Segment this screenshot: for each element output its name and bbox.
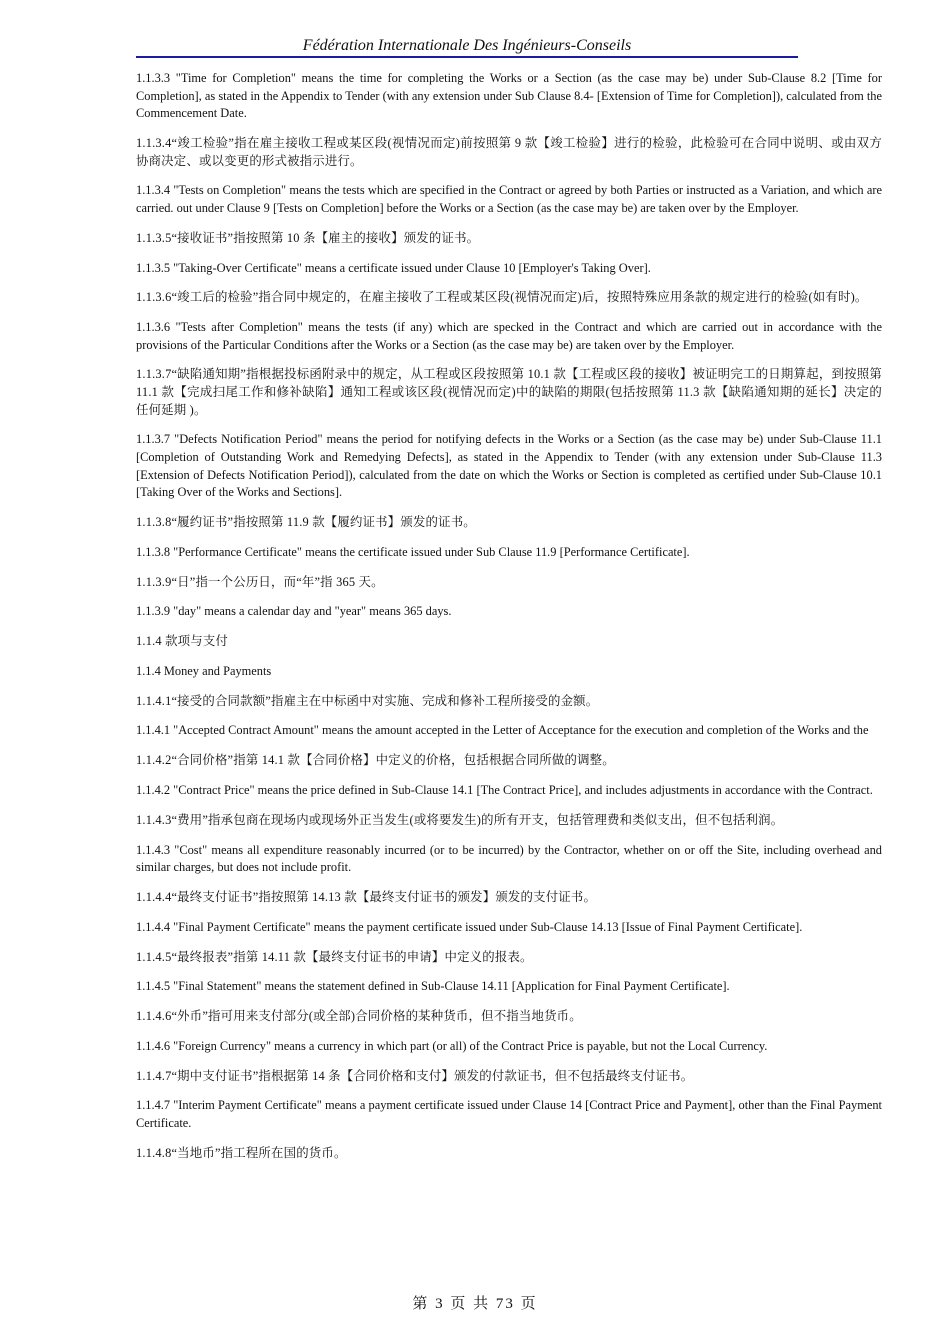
clause-paragraph: 1.1.4.2“合同价格”指第 14.1 款【合同价格】中定义的价格，包括根据合同所做的调整。 bbox=[136, 753, 615, 768]
page-header bbox=[136, 36, 798, 58]
header-title: Fédération Internationale Des Ingénieurs-Conseils bbox=[302, 37, 632, 54]
clause-paragraph: 1.1.4.6 "Foreign Currency" means a currency in which part (or all) of the Contract Price is payable, but not the Local Currency. bbox=[136, 1038, 768, 1053]
clause-paragraph: 1.1.4.7 "Interim Payment Certificate" means a payment certificate issued under Clause 14 [Contract Price and Payment], other than the Final Payment Certificate. bbox=[136, 1098, 882, 1130]
clause-paragraph: 1.1.4.5“最终报表”指第 14.11 款【最终支付证书的申请】中定义的报表。 bbox=[136, 949, 533, 964]
clause-paragraph: 1.1.4.8“当地币”指工程所在国的货币。 bbox=[136, 1145, 347, 1160]
clause-paragraph: 1.1.3.3 "Time for Completion" means the time for completing the Works or a Section (as the case may be) under Sub-Clause 8.2 [Time for Completion], as stated in the Appendix to Tender (with any extension under Sub Clause 8.4- [Extension of Time for Completion]), calculated from the Commencement Date. bbox=[136, 71, 882, 121]
clause-paragraph: 1.1.3.9“日”指一个公历日，而“年”指 365 天。 bbox=[136, 574, 384, 589]
clause-paragraph: 1.1.3.7 "Defects Notification Period" means the period for notifying defects in the Works or a Section (as the case may be) under Sub-Clause 11.1 [Completion of Outstanding Work and Remedying Defects], as stated in the Appendix to Tender (with any extension under Sub-Clause 11.3 [Extension of Defects Notification Period]), calculated from the date on which the Works or Section is completed as certified under Sub-Clause 10.1 [Taking Over of the Works and Sections]. bbox=[136, 432, 882, 500]
clause-paragraph: 1.1.4 Money and Payments bbox=[136, 663, 272, 678]
clause-paragraph: 1.1.3.5 "Taking-Over Certificate" means a certificate issued under Clause 10 [Employer's Taking Over]. bbox=[136, 260, 651, 275]
clause-paragraph: 1.1.3.5“接收证书”指按照第 10 条【雇主的接收】颁发的证书。 bbox=[136, 230, 480, 245]
page-number: 第 3 页 共 73 页 bbox=[412, 1296, 538, 1312]
clause-paragraph: 1.1.3.6“竣工后的检验”指合同中规定的，在雇主接收了工程或某区段(视情况而定)后，按照特殊应用条款的规定进行的检验(如有时)。 bbox=[136, 290, 868, 305]
clause-paragraph: 1.1.3.4“竣工检验”指在雇主接收工程或某区段(视情况而定)前按照第 9 款【竣工检验】进行的检验，此检验可在合同中说明、或由双方协商决定、或以变更的形式被指示进行。 bbox=[136, 135, 882, 168]
clause-paragraph: 1.1.4.4 "Final Payment Certificate" means the payment certificate issued under Sub-Clause 14.13 [Issue of Final Payment Certificate]. bbox=[136, 919, 803, 934]
clause-paragraph: 1.1.3.6 "Tests after Completion" means the tests (if any) which are specked in the Contract and which are carried out in accordance with the provisions of the Particular Conditions after the Works or a Section (as the case may be) are taken over by the Employer. bbox=[136, 320, 882, 352]
clause-paragraph: 1.1.3.9 "day" means a calendar day and "year" means 365 days. bbox=[136, 604, 452, 619]
clause-paragraph: 1.1.4.3“费用”指承包商在现场内或现场外正当发生(或将要发生)的所有开支，包括管理费和类似支出，但不包括利润。 bbox=[136, 812, 784, 827]
clause-paragraph: 1.1.3.8 "Performance Certificate" means the certificate issued under Sub Clause 11.9 [Performance Certificate]. bbox=[136, 544, 690, 559]
clause-paragraph: 1.1.4.1 "Accepted Contract Amount" means the amount accepted in the Letter of Acceptance for the execution and completion of the Works and the bbox=[136, 723, 869, 738]
document-body bbox=[136, 70, 882, 1175]
clause-paragraph: 1.1.4.1“接受的合同款额”指雇主在中标函中对实施、完成和修补工程所接受的金额。 bbox=[136, 693, 599, 708]
clause-paragraph: 1.1.3.4 "Tests on Completion" means the tests which are specified in the Contract or agreed by both Parties or instructed as a Variation, and which are carried. out under Clause 9 [Tests on Completion] before the Works or a Section (as the case may be) are taken over by the Employer. bbox=[136, 183, 882, 215]
clause-paragraph: 1.1.4 款项与支付 bbox=[136, 634, 229, 649]
clause-paragraph: 1.1.3.7“缺陷通知期”指根据投标函附录中的规定，从工程或区段按照第 10.1 款【工程或区段的接收】被证明完工的日期算起，到按照第 11.1 款【完成扫尾工作和修补缺陷】通知工程或该区段(视情况而定)中的缺陷的期限(包括按照第 11.3 款【缺陷通知期的延长】决定的任何延期 )。 bbox=[136, 367, 882, 417]
clause-paragraph: 1.1.4.3 "Cost" means all expenditure reasonably incurred (or to be incurred) by the Contractor, whether on or off the Site, including overhead and similar charges, but does not include profit. bbox=[136, 842, 882, 875]
clause-paragraph: 1.1.4.6“外币”指可用来支付部分(或全部)合同价格的某种货币，但不指当地货币。 bbox=[136, 1009, 582, 1024]
clause-paragraph: 1.1.4.2 "Contract Price" means the price defined in Sub-Clause 14.1 [The Contract Price], and includes adjustments in accordance with the Contract. bbox=[136, 783, 873, 797]
clause-paragraph: 1.1.4.5 "Final Statement" means the statement defined in Sub-Clause 14.11 [Application for Final Payment Certificate]. bbox=[136, 979, 730, 994]
clause-paragraph: 1.1.3.8“履约证书”指按照第 11.9 款【履约证书】颁发的证书。 bbox=[136, 514, 476, 529]
clause-paragraph: 1.1.4.4“最终支付证书”指按照第 14.13 款【最终支付证书的颁发】颁发的支付证书。 bbox=[136, 889, 597, 904]
clause-paragraph: 1.1.4.7“期中支付证书”指根据第 14 条【合同价格和支付】颁发的付款证书，但不包括最终支付证书。 bbox=[136, 1068, 694, 1083]
